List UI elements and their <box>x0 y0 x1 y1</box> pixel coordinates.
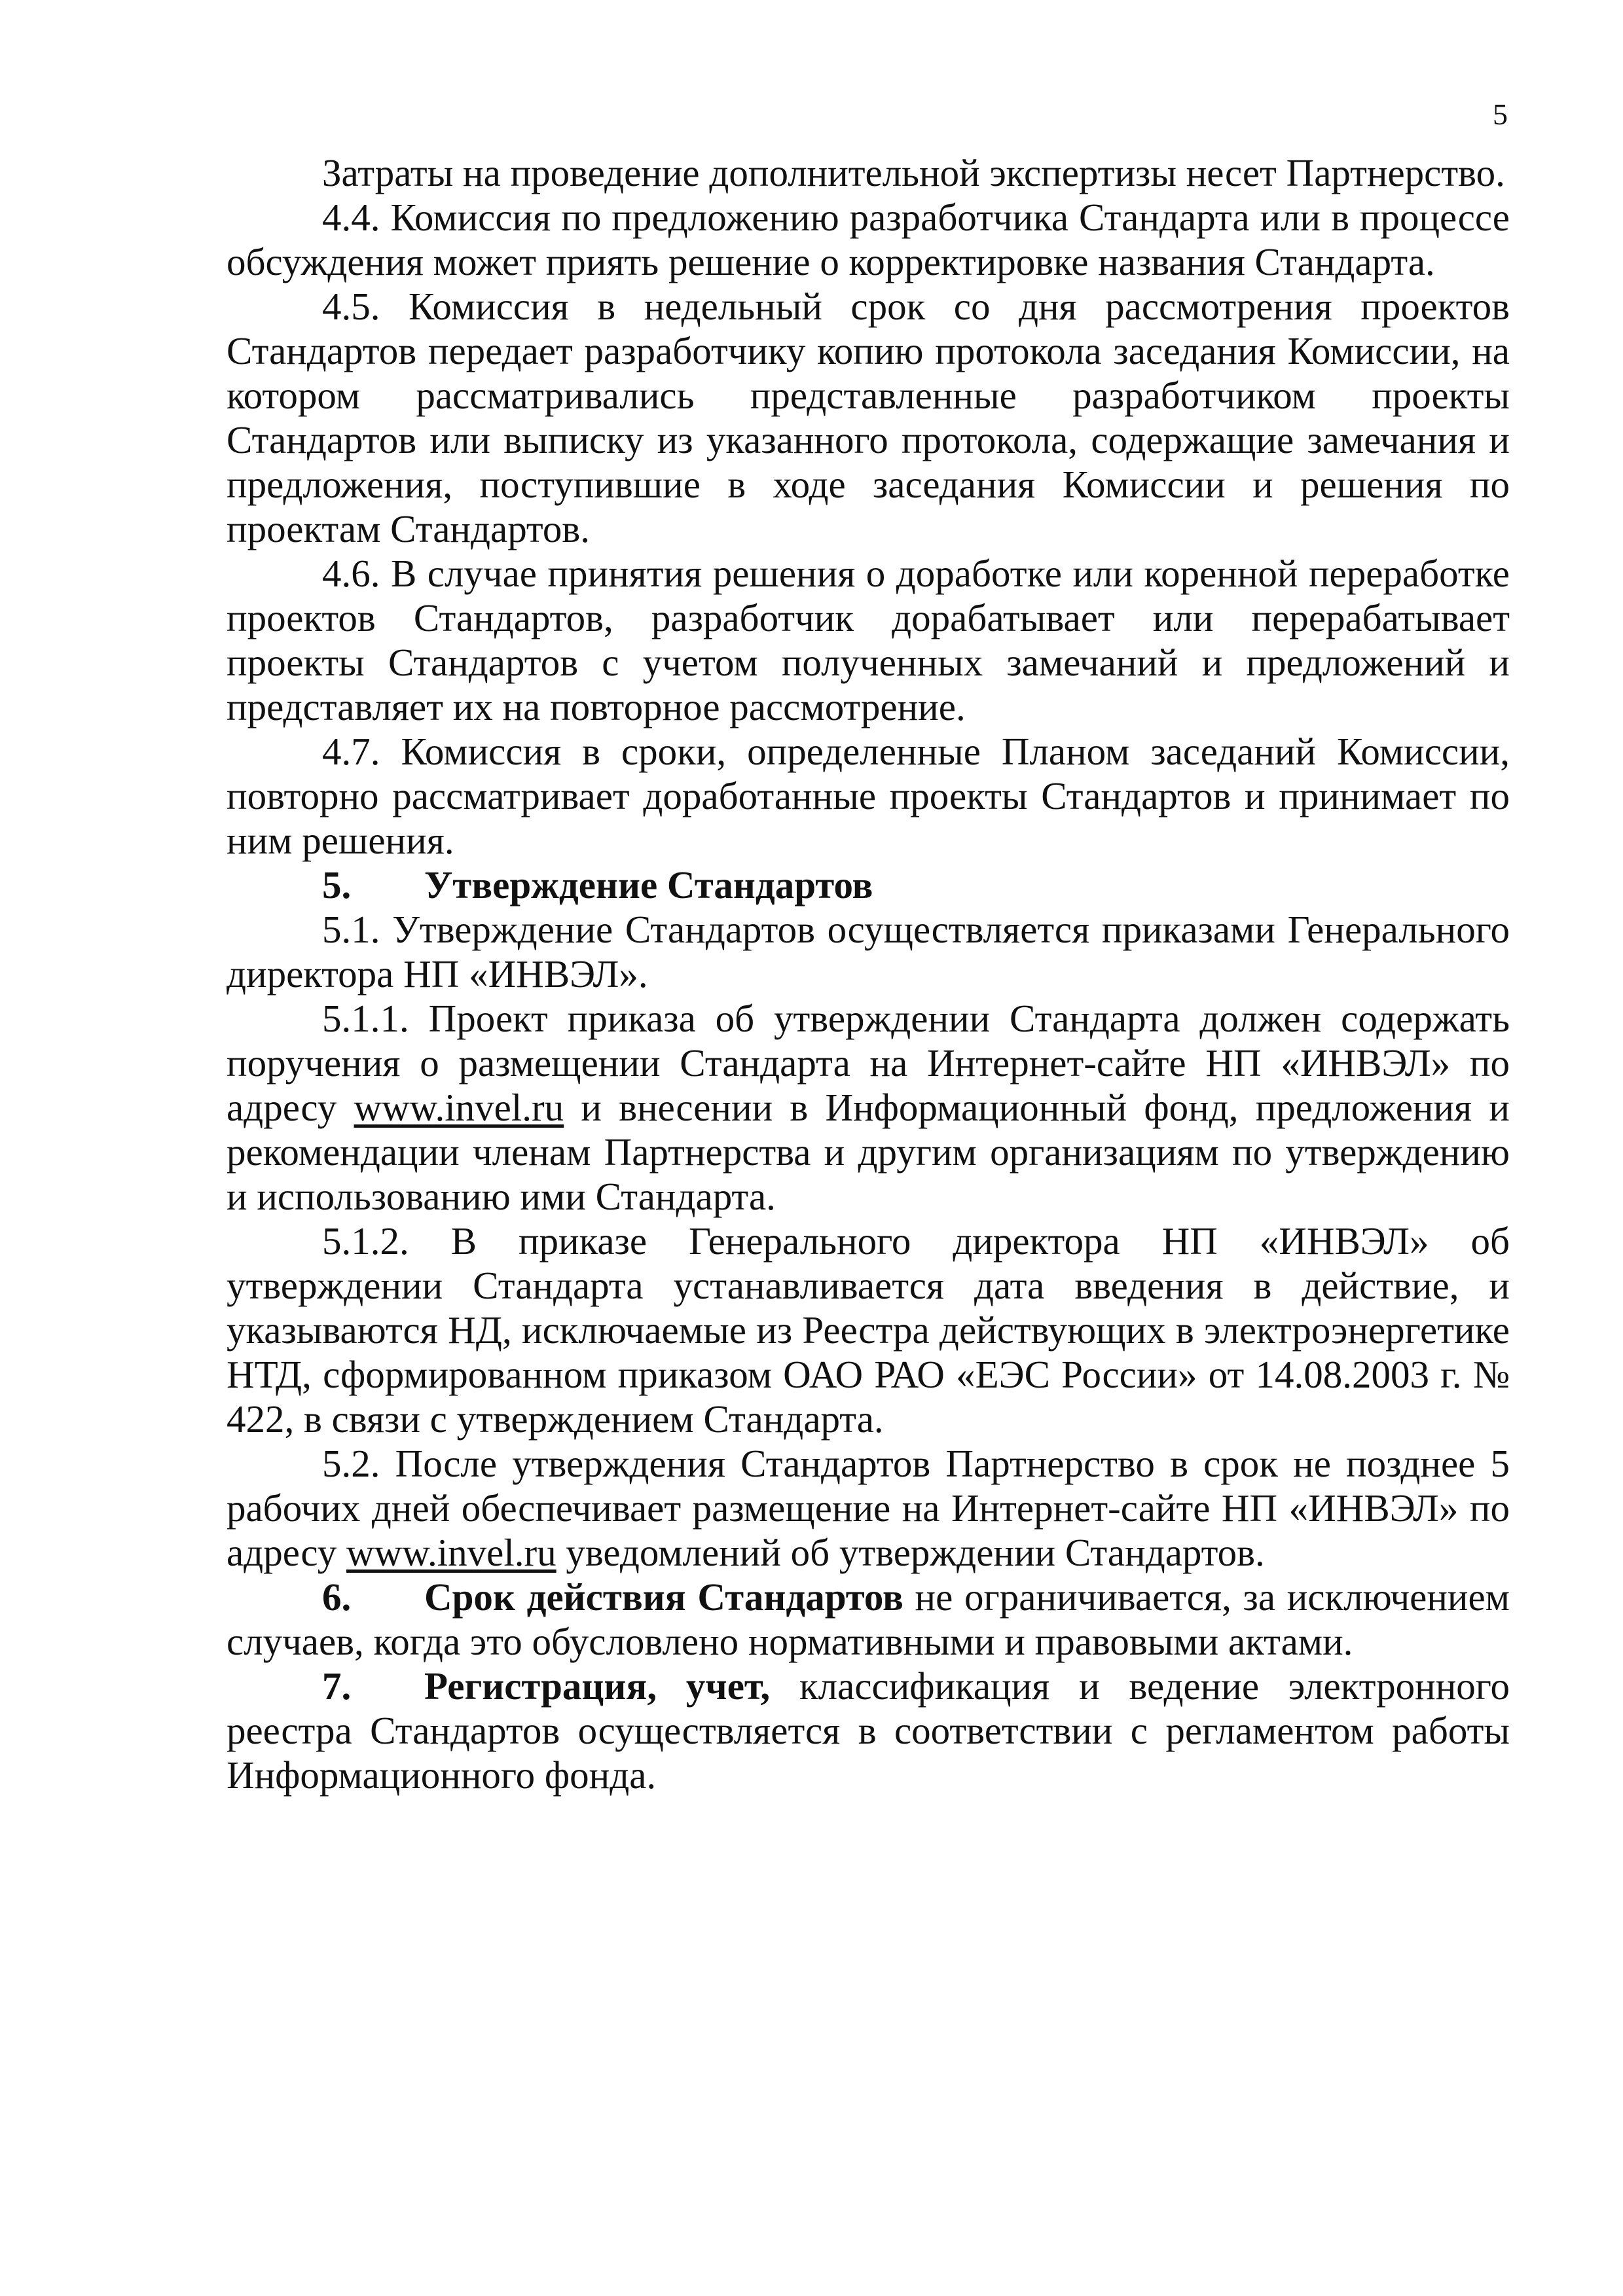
paragraph-5-2 <box>227 1441 1510 1575</box>
paragraph-4-4: 4.4. Комиссия по предложению разработчика Стандарта или в процессе обсуждения может приять решение о корректировке названия Стандарта. <box>227 196 1510 283</box>
document-body <box>227 151 1510 1797</box>
section-7-title: Регистрация, учет, <box>424 1664 771 1708</box>
paragraph-5-2-text-after: уведомлений об утверждении Стандартов. <box>556 1531 1265 1574</box>
invel-website-link[interactable]: www.invel.ru <box>354 1086 564 1129</box>
paragraph-5-1-1-text-after: и внесении в Информационный фонд, предложения и рекомендации членам Партнерства и другим организациям по утверждению и использованию ими Стандарта. <box>227 1086 1510 1218</box>
section-6-title: Срок действия Стандартов <box>424 1575 903 1619</box>
section-7-text: классификация и ведение электронного реестра Стандартов осуществляется в соответствии с регламентом работы Информационного фонда. <box>227 1664 1510 1797</box>
paragraph-4-5: 4.5. Комиссия в недельный срок со дня рассмотрения проектов Стандартов передает разработчику копию протокола заседания Комиссии, на котором рассматривались представленные разработчиком проекты Стандартов или выписку из указанного протокола, содержащие замечания и предложения, поступившие в ходе заседания Комиссии и решения по проектам Стандартов. <box>227 285 1510 550</box>
section-5-title: Утверждение Стандартов <box>424 863 873 906</box>
page-number: 5 <box>1493 98 1508 131</box>
paragraph-5-1-1-text-before: 5.1.1. Проект приказа об утверждении Стандарта должен содержать поручения о размещении Стандарта на Интернет-сайте НП «ИНВЭЛ» по адресу <box>227 997 1510 1129</box>
section-6-paragraph <box>227 1575 1510 1664</box>
paragraph-4-7: 4.7. Комиссия в сроки, определенные Планом заседаний Комиссии, повторно рассматривает доработанные проекты Стандартов и принимает по ним решения. <box>227 730 1510 862</box>
section-5-number: 5. <box>322 863 352 906</box>
paragraph-4-6: 4.6. В случае принятия решения о доработке или коренной переработке проектов Стандартов, разработчик дорабатывает или перерабатывает проекты Стандартов с учетом полученных замечаний и предложений и представляет их на повторное рассмотрение. <box>227 552 1510 728</box>
paragraph-5-1-1 <box>227 996 1510 1219</box>
section-7-paragraph <box>227 1664 1510 1797</box>
section-6-number: 6. <box>322 1575 352 1619</box>
paragraph-5-2-text-before: 5.2. После утверждения Стандартов Партнерство в срок не позднее 5 рабочих дней обеспечивает размещение на Интернет-сайте НП «ИНВЭЛ» по адресу <box>227 1442 1510 1574</box>
invel-website-link-2[interactable]: www.invel.ru <box>346 1531 556 1574</box>
paragraph-expertise-costs: Затраты на проведение дополнительной экспертизы несет Партнерство. <box>322 151 1505 194</box>
section-7-number: 7. <box>322 1664 352 1708</box>
paragraph-5-1-2: 5.1.2. В приказе Генерального директора НП «ИНВЭЛ» об утверждении Стандарта устанавливается дата введения в действие, и указываются НД, исключаемые из Реестра действующих в электроэнергетике НТД, сформированном приказом ОАО РАО «ЕЭС России» от 14.08.2003 г. № 422, в связи с утверждением Стандарта. <box>227 1219 1510 1441</box>
section-5-heading <box>227 863 1510 907</box>
paragraph-5-1: 5.1. Утверждение Стандартов осуществляется приказами Генерального директора НП «ИНВЭЛ». <box>227 908 1510 996</box>
section-6-text: не ограничивается, за исключением случаев, когда это обусловлено нормативными и правовыми актами. <box>227 1575 1510 1663</box>
